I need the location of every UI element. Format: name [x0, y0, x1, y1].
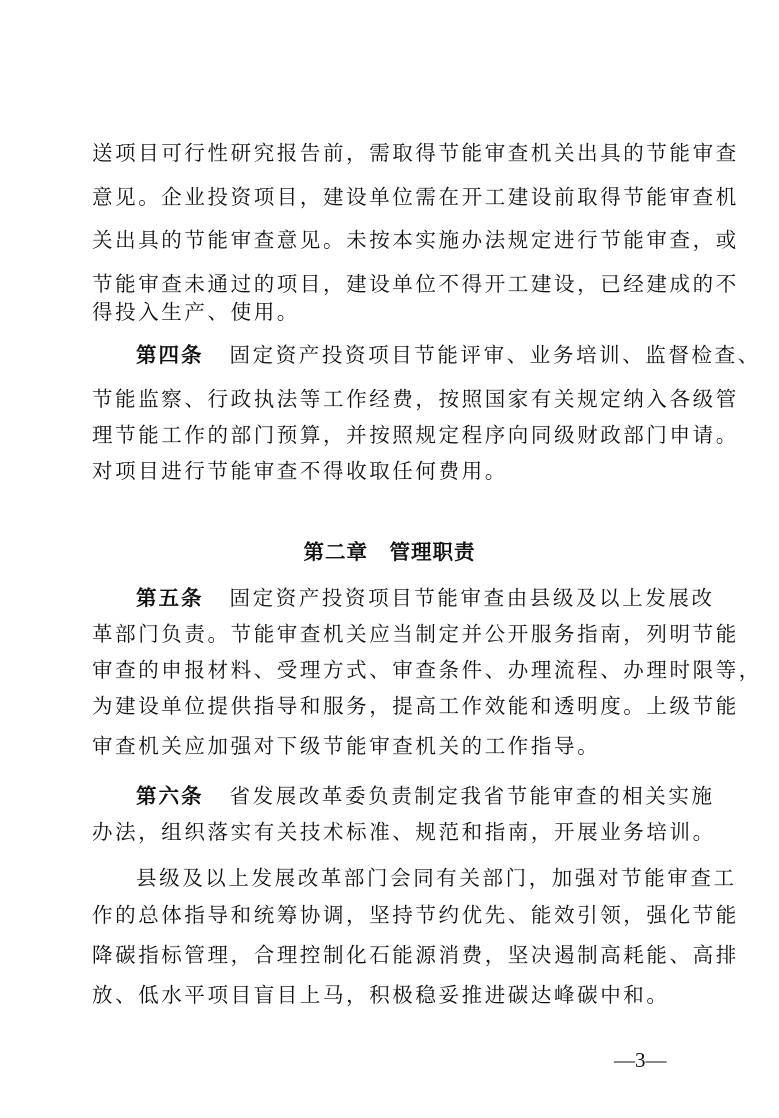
- paragraph-line: 作的总体指导和统筹协调，坚持节约优先、能效引领，强化节能: [92, 903, 739, 927]
- article-4-label: 第四条: [136, 343, 204, 367]
- paragraph-line: 得投入生产、使用。: [92, 300, 300, 324]
- article-6-first-line: [136, 784, 715, 808]
- paragraph-line: 理节能工作的部门预算，并按照规定程序向同级财政部门申请。: [92, 423, 739, 447]
- paragraph-line: 审查机关应加强对下级节能审查机关的工作指导。: [92, 734, 601, 758]
- paragraph-line: 对项目进行节能审查不得收取任何费用。: [92, 459, 508, 483]
- chapter-heading: 第二章 管理职责: [303, 540, 476, 564]
- article-4-text: 固定资产投资项目节能评审、业务培训、监督检查、: [229, 343, 761, 367]
- paragraph-line: 送项目可行性研究报告前，需取得节能审查机关出具的节能审查: [92, 141, 739, 165]
- page-number: —3—: [614, 1048, 667, 1072]
- paragraph-line: 审查的申报材料、受理方式、审查条件、办理流程、办理时限等，: [92, 658, 762, 682]
- paragraph-line: 意见。企业投资项目，建设单位需在开工建设前取得节能审查机: [92, 185, 739, 209]
- article-5-text: 固定资产投资项目节能审查由县级及以上发展改: [229, 586, 715, 610]
- paragraph-line: 为建设单位提供指导和服务，提高工作效能和透明度。上级节能: [92, 694, 739, 718]
- paragraph-line: 关出具的节能审查意见。未按本实施办法规定进行节能审查，或: [92, 228, 739, 252]
- paragraph-line: 县级及以上发展改革部门会同有关部门，加强对节能审查工: [136, 866, 737, 890]
- paragraph-line: 办法，组织落实有关技术标准、规范和指南，开展业务培训。: [92, 820, 716, 844]
- article-6-label: 第六条: [136, 784, 204, 808]
- paragraph-line: 革部门负责。节能审查机关应当制定并公开服务指南，列明节能: [92, 622, 739, 646]
- paragraph-line: 降碳指标管理，合理控制化石能源消费，坚决遏制高耗能、高排: [92, 943, 739, 967]
- paragraph-line: 节能监察、行政执法等工作经费，按照国家有关规定纳入各级管: [92, 387, 739, 411]
- article-5-label: 第五条: [136, 586, 204, 610]
- article-4-first-line: [136, 343, 761, 367]
- paragraph-line: 放、低水平项目盲目上马，积极稳妥推进碳达峰碳中和。: [92, 983, 670, 1007]
- article-6-text: 省发展改革委负责制定我省节能审查的相关实施: [229, 784, 715, 808]
- article-5-first-line: [136, 586, 715, 610]
- paragraph-line: 节能审查未通过的项目，建设单位不得开工建设，已经建成的不: [92, 272, 739, 296]
